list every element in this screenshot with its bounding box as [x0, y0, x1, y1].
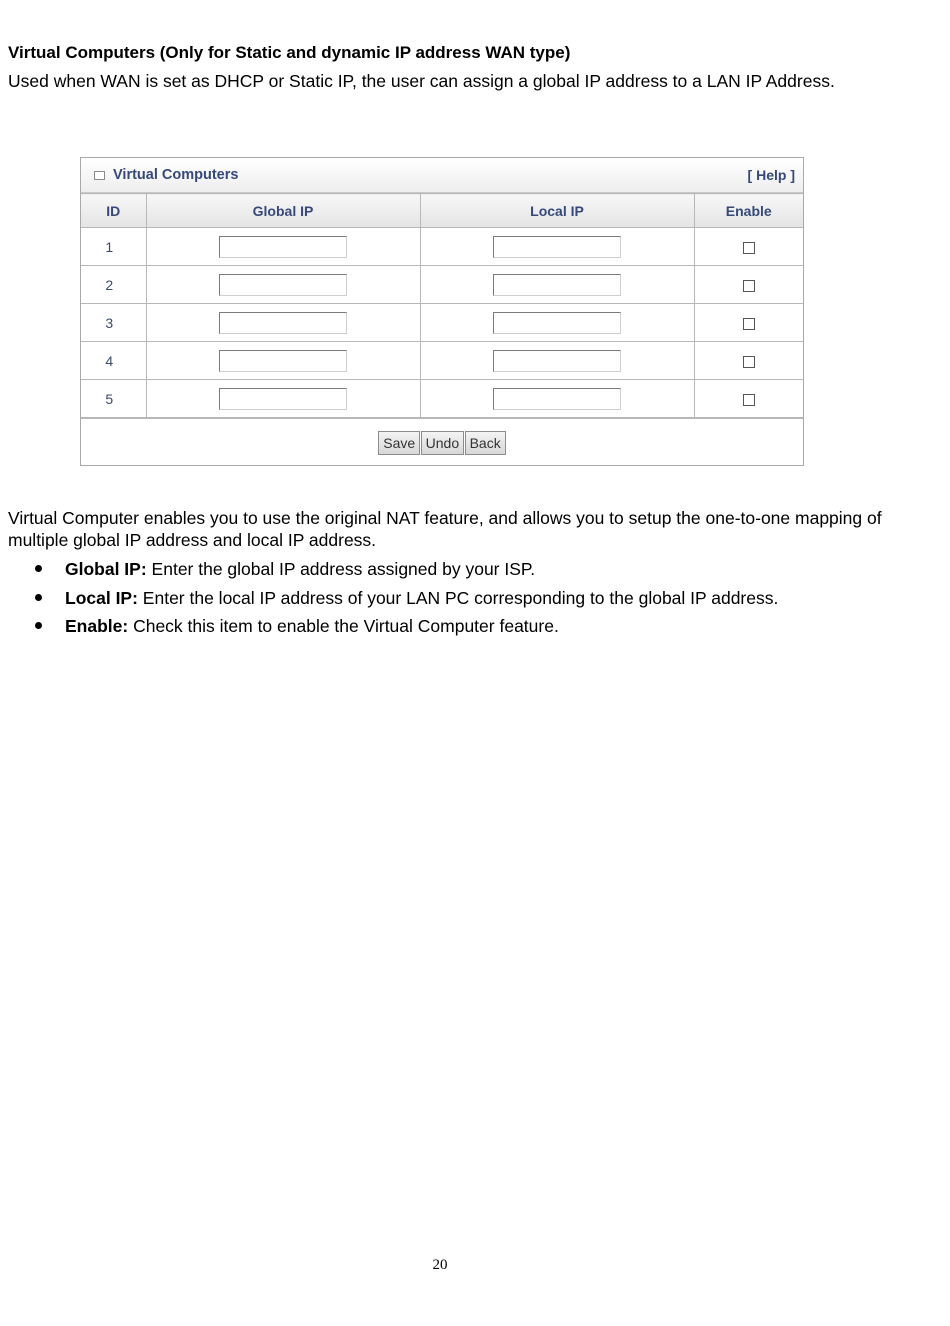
table-row — [81, 304, 803, 342]
table-header-row — [81, 194, 803, 228]
enable-checkbox[interactable] — [743, 394, 755, 406]
global-ip-input[interactable] — [219, 350, 347, 372]
row-id: 4 — [81, 342, 146, 380]
local-ip-input[interactable] — [493, 388, 621, 410]
enable-checkbox[interactable] — [743, 280, 755, 292]
section-heading: Virtual Computers (Only for Static and dynamic IP address WAN type) — [8, 43, 571, 62]
enable-checkbox[interactable] — [743, 318, 755, 330]
bullet-text: Check this item to enable the Virtual Computer feature. — [128, 616, 559, 636]
bullet-term: Local IP: — [65, 587, 138, 608]
bullet-term: Global IP: — [65, 559, 147, 579]
column-header-enable: Enable — [694, 194, 803, 228]
bullet-text: Enter the local IP address of your LAN PC corresponding to the global IP address. — [137, 587, 779, 608]
page-number: 20 — [432, 1257, 448, 1273]
field-descriptions-list — [8, 555, 778, 641]
help-link[interactable]: [ Help ] — [747, 167, 795, 183]
local-ip-input[interactable] — [493, 274, 621, 296]
intro-paragraph: Used when WAN is set as DHCP or Static IP, the user can assign a global IP address to a LAN IP Address. — [8, 71, 835, 91]
row-id: 5 — [81, 380, 146, 418]
enable-checkbox[interactable] — [743, 242, 755, 254]
global-ip-input[interactable] — [219, 312, 347, 334]
global-ip-input[interactable] — [219, 236, 347, 258]
table-row — [81, 228, 803, 266]
table-row — [81, 380, 803, 418]
save-button[interactable]: Save — [378, 431, 420, 455]
row-id: 1 — [81, 228, 146, 266]
list-item — [8, 612, 778, 641]
bullet-icon — [35, 594, 42, 601]
table-row — [81, 342, 803, 380]
back-button[interactable]: Back — [465, 431, 506, 455]
row-id: 3 — [81, 304, 146, 342]
global-ip-input[interactable] — [219, 388, 347, 410]
panel-title: Virtual Computers — [113, 167, 239, 183]
virtual-computers-panel — [80, 157, 804, 466]
list-item — [8, 555, 778, 584]
table-row — [81, 266, 803, 304]
local-ip-input[interactable] — [493, 312, 621, 334]
virtual-computers-table — [81, 193, 803, 418]
column-header-local-ip: Local IP — [420, 194, 694, 228]
local-ip-input[interactable] — [493, 350, 621, 372]
enable-checkbox[interactable] — [743, 356, 755, 368]
list-item — [8, 584, 778, 613]
column-header-global-ip: Global IP — [146, 194, 420, 228]
undo-button[interactable]: Undo — [421, 431, 464, 455]
row-id: 2 — [81, 266, 146, 304]
column-header-id: ID — [81, 194, 146, 228]
local-ip-input[interactable] — [493, 236, 621, 258]
button-row — [81, 418, 803, 464]
panel-title-bar — [81, 158, 803, 193]
bullet-term: Enable: — [65, 616, 129, 636]
description-paragraph: Virtual Computer enables you to use the original NAT feature, and allows you to setup the one-to-one mapping of multiple global IP address and local IP address. — [8, 508, 882, 550]
global-ip-input[interactable] — [219, 274, 347, 296]
bullet-text: Enter the global IP address assigned by your ISP. — [146, 559, 536, 579]
bullet-icon — [35, 622, 42, 629]
panel-window-icon — [94, 171, 105, 180]
bullet-icon — [35, 565, 42, 572]
